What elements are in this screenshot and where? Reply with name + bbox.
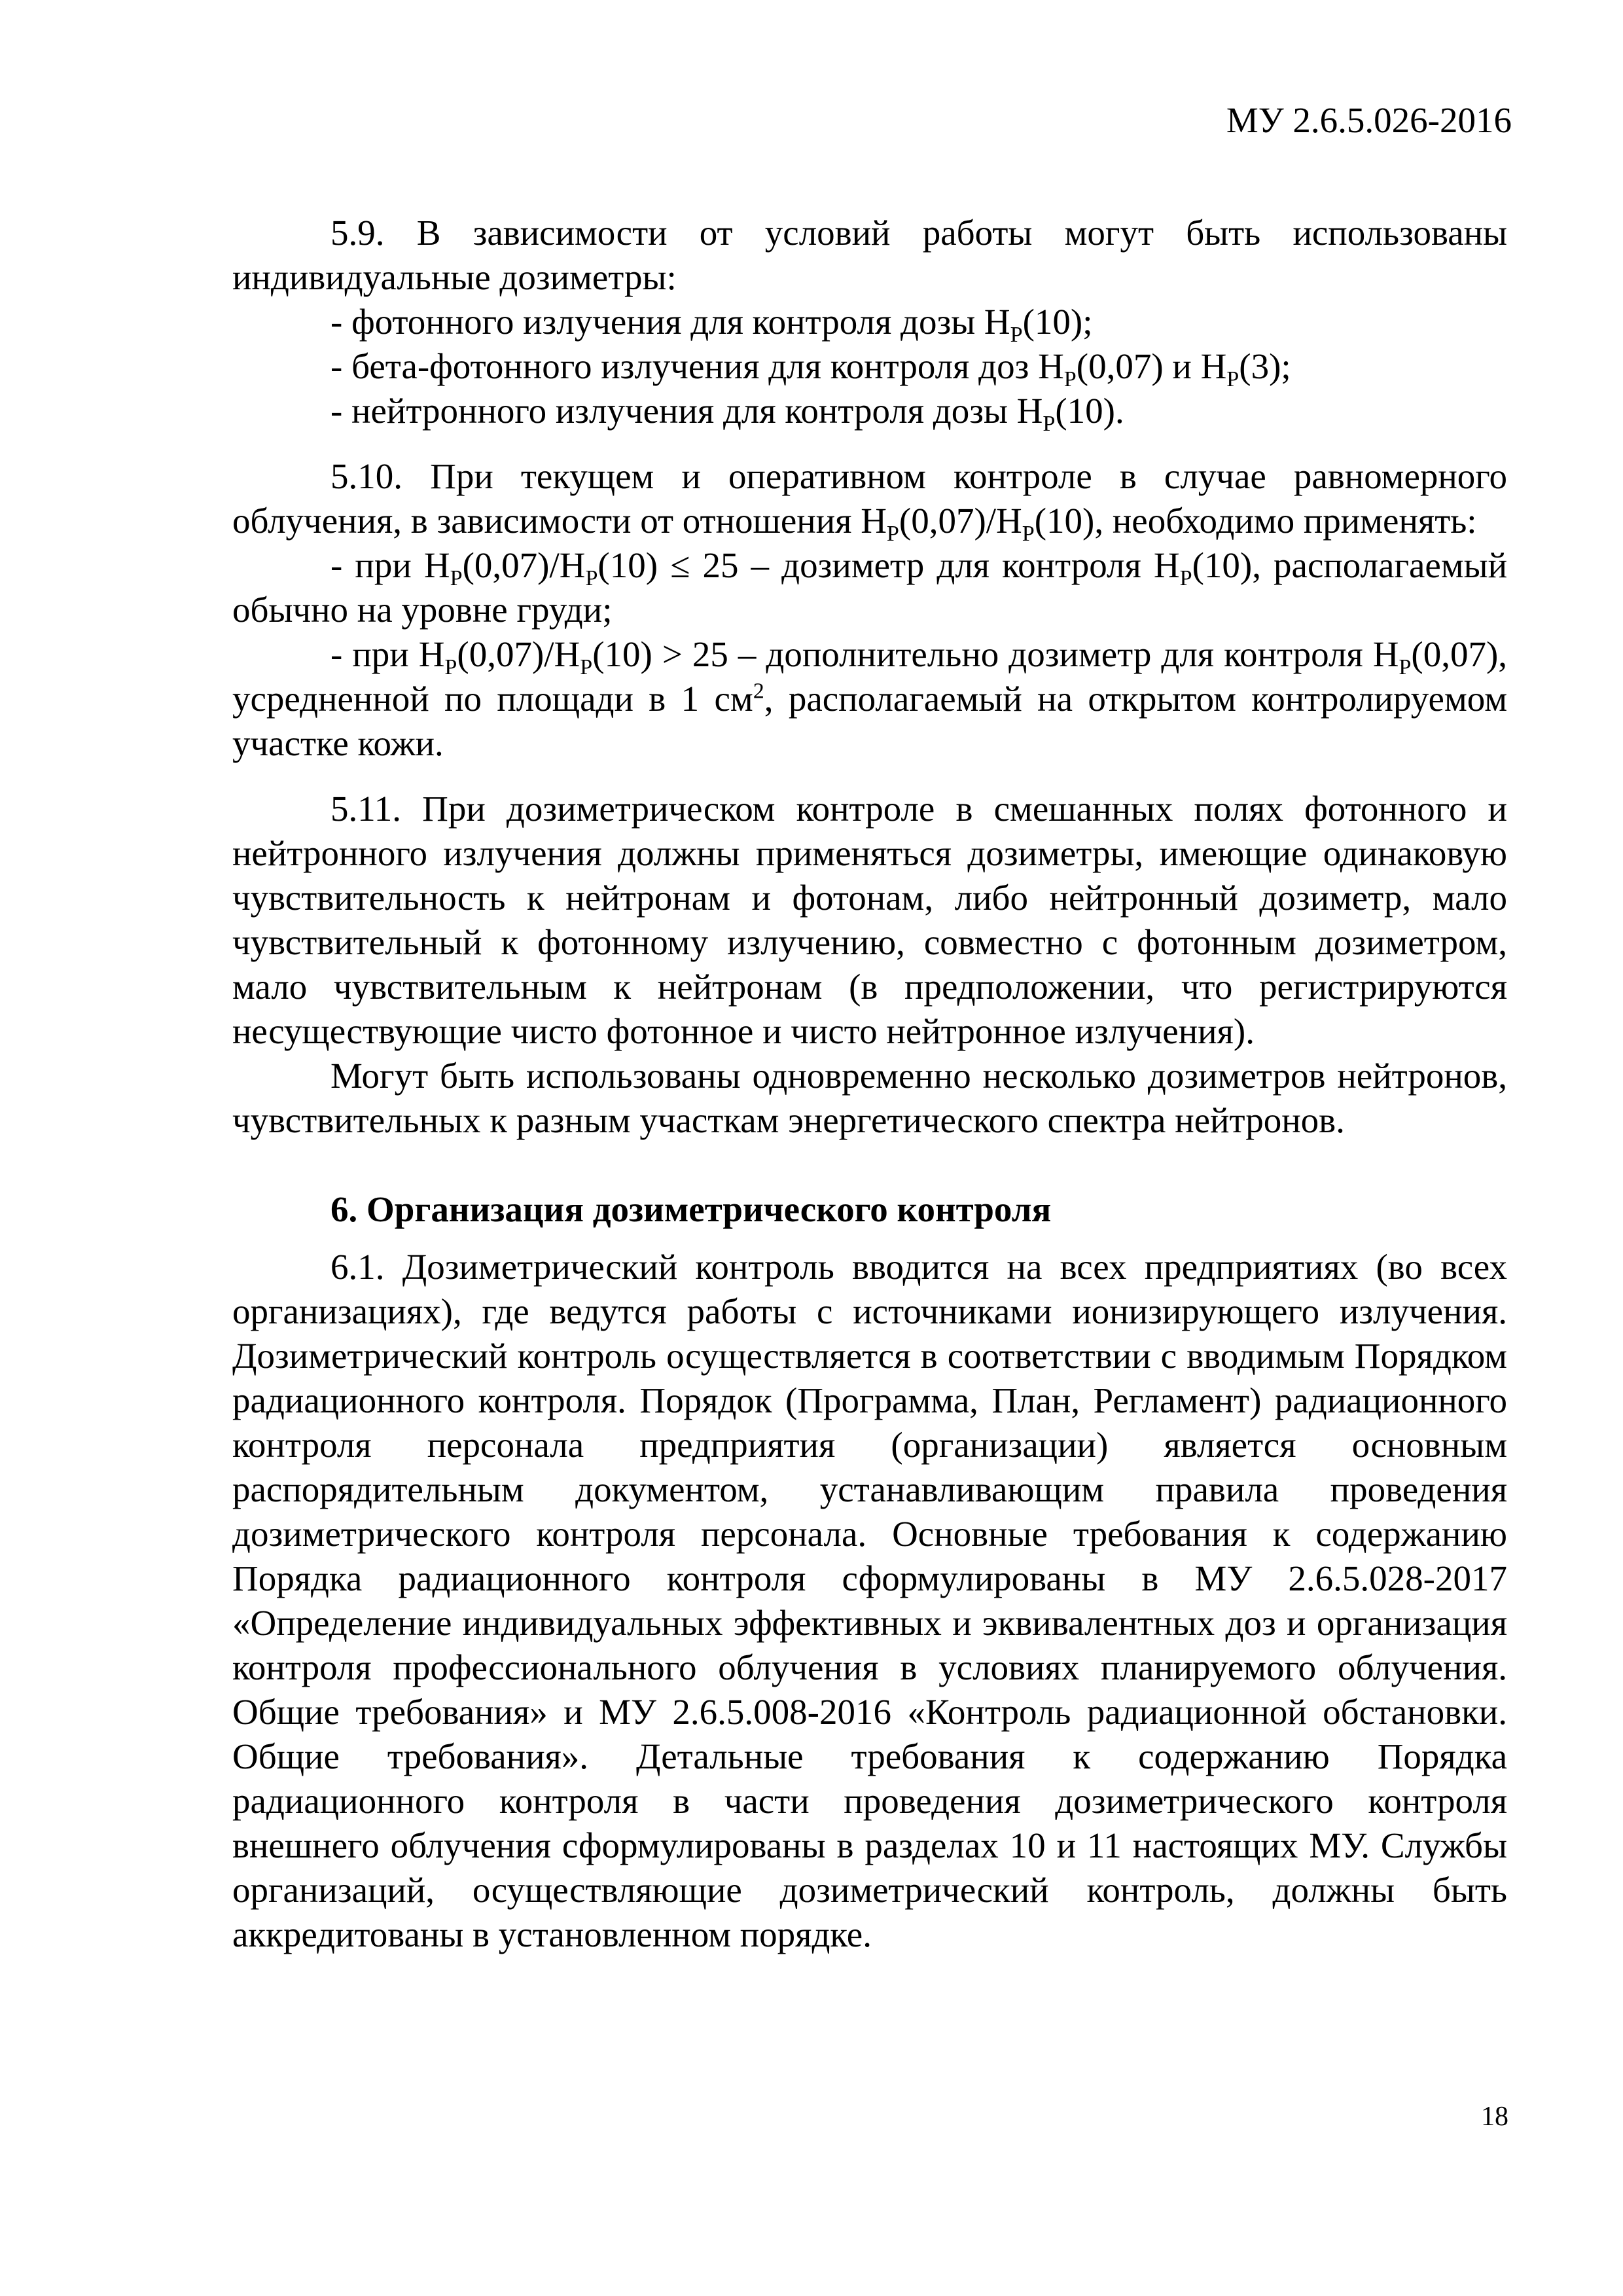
page-number: 18 — [1481, 2102, 1508, 2132]
section-6-heading: 6. Организация дозиметрического контроля — [330, 1189, 1052, 1229]
section-5-10-item-1: - при $H_P(0,07)/H_P(10) \le 25$ – дозиметр для контроля $H_P(10)$, располагаемый обычно на уровне груди; — [232, 545, 1508, 630]
section-5-10-intro: 5.10. При текущем и оперативном контроле в случае равномерного облучения, в зависимости от отношения $H_P(0,07)/H_P(10)$, необходимо применять: — [232, 456, 1507, 546]
section-5-11-paragraph: 5.11. При дозиметрическом контроле в смешанных полях фотонного и нейтронного излучения должны применяться дозиметры, имеющие одинаковую чувствительность к нейтронам и фотонам, либо нейтронный дозиметр, мало чувствительный к фотонному излучению, совместно с фотонным дозиметром, мало чувствительным к нейтронам (в предположении, что регистрируются несуществующие чисто фотонное и чисто нейтронное излучения). — [232, 789, 1507, 1051]
section-6-1-paragraph: 6.1. Дозиметрический контроль вводится на всех предприятиях (во всех организациях), где ведутся работы с источниками ионизирующего излучения. Дозиметрический контроль осуществляется в соответствии с вводимым Порядком радиационного контроля. Порядок (Программа, План, Регламент) радиационного контроля персонала предприятия (организации) является основным распорядительным документом, устанавливающим правила проведения дозиметрического контроля персонала. Основные требования к содержанию Порядка радиационного контроля сформулированы в МУ 2.6.5.028-2017 «Определение индивидуальных эффективных и эквивалентных доз и организация контроля профессионального облучения в условиях планируемого облучения. Общие требования» и МУ 2.6.5.008-2016 «Контроль радиационной обстановки. Общие требования». Детальные требования к содержанию Порядка радиационного контроля в части проведения дозиметрического контроля внешнего облучения сформулированы в разделах 10 и 11 настоящих МУ. Службы организаций, осуществляющие дозиметрический контроль, должны быть аккредитованы в установленном порядке. — [232, 1247, 1507, 1954]
document-body — [232, 211, 1507, 1957]
list-item: - фотонного излучения для контроля дозы $H_P(10)$; — [330, 302, 1093, 347]
section-5-10-item-2: - при $H_P(0,07)/H_P(10) > 25$ – дополнительно дозиметр для контроля $H_P(0,07)$, усредненной по площади в 1 $см^2$, располагаемый на открытом контролируемом участке кожи. — [232, 634, 1508, 763]
section-5-11-paragraph-2: Могут быть использованы одновременно несколько дозиметров нейтронов, чувствительных к разным участкам энергетического спектра нейтронов. — [232, 1056, 1507, 1140]
document-code-header: МУ 2.6.5.026-2016 — [1226, 100, 1512, 140]
section-5-9-intro: 5.9. В зависимости от условий работы могут быть использованы индивидуальные дозиметры: — [232, 213, 1507, 297]
list-item: - бета-фотонного излучения для контроля доз $H_P(0,07)$ и $H_P(3)$; — [330, 346, 1291, 391]
list-item: - нейтронного излучения для контроля дозы $H_P(10)$. — [330, 391, 1124, 436]
